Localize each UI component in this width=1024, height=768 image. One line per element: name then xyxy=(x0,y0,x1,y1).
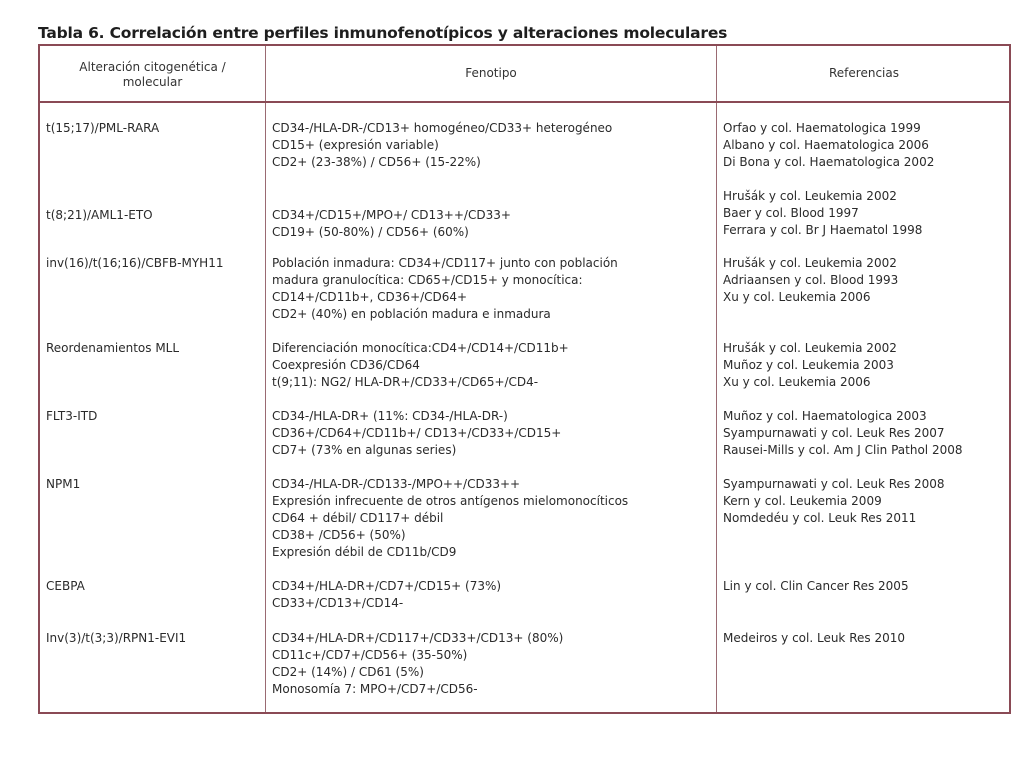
references-cell xyxy=(723,255,898,306)
reference-line: Adriaansen y col. Blood 1993 xyxy=(723,273,899,287)
phenotype-line: CD19+ (50-80%) / CD56+ (60%) xyxy=(272,225,469,239)
phenotype-line: madura granulocítica: CD65+/CD15+ y monocítica: xyxy=(272,273,583,287)
phenotype-line: CD11c+/CD7+/CD56+ (35-50%) xyxy=(272,648,468,662)
alteration-cell: NPM1 xyxy=(46,477,81,491)
alteration-cell: Reordenamientos MLL xyxy=(46,341,180,355)
table-title: Tabla 6. Correlación entre perfiles inmunofenotípicos y alteraciones moleculares xyxy=(38,24,728,42)
phenotype-line: Coexpresión CD36/CD64 xyxy=(272,358,420,372)
phenotype-line: CD33+/CD13+/CD14- xyxy=(272,596,404,610)
header-phenotype: Fenotipo xyxy=(465,66,517,80)
phenotype-line: CD15+ (expresión variable) xyxy=(272,138,439,152)
reference-line: Syampurnawati y col. Leuk Res 2008 xyxy=(723,477,945,491)
reference-line: Syampurnawati y col. Leuk Res 2007 xyxy=(723,426,945,440)
reference-line: Medeiros y col. Leuk Res 2010 xyxy=(723,631,905,645)
phenotype-cell xyxy=(272,408,561,459)
phenotype-line: CD34+/HLA-DR+/CD117+/CD33+/CD13+ (80%) xyxy=(272,631,564,645)
alteration-cell: t(15;17)/PML-RARA xyxy=(46,121,160,135)
reference-line: Albano y col. Haematologica 2006 xyxy=(723,138,929,152)
phenotype-line: CD38+ /CD56+ (50%) xyxy=(272,528,406,542)
phenotype-line: CD64 + débil/ CD117+ débil xyxy=(272,511,444,525)
phenotype-line: Monosomía 7: MPO+/CD7+/CD56- xyxy=(272,682,478,696)
phenotype-cell xyxy=(272,207,511,241)
reference-line: Nomdedéu y col. Leuk Res 2011 xyxy=(723,511,917,525)
alteration-cell: CEBPA xyxy=(46,579,85,593)
phenotype-cell xyxy=(272,630,563,698)
phenotype-line: CD34-/HLA-DR+ (11%: CD34-/HLA-DR-) xyxy=(272,409,508,423)
phenotype-line: CD34+/CD15+/MPO+/ CD13++/CD33+ xyxy=(272,208,511,222)
phenotype-line: Expresión infrecuente de otros antígenos mielomonocíticos xyxy=(272,494,629,508)
references-cell xyxy=(723,408,963,459)
phenotype-cell xyxy=(272,120,612,171)
reference-line: Ferrara y col. Br J Haematol 1998 xyxy=(723,223,923,237)
phenotype-line: CD34+/HLA-DR+/CD7+/CD15+ (73%) xyxy=(272,579,502,593)
alteration-cell: t(8;21)/AML1-ETO xyxy=(46,208,153,222)
reference-line: Hrušák y col. Leukemia 2002 xyxy=(723,189,897,203)
phenotype-cell xyxy=(272,255,618,323)
phenotype-cell xyxy=(272,340,569,391)
alteration-cell: Inv(3)/t(3;3)/RPN1-EVI1 xyxy=(46,631,187,645)
references-cell xyxy=(723,476,945,527)
reference-line: Di Bona y col. Haematologica 2002 xyxy=(723,155,935,169)
alteration-cell: FLT3-ITD xyxy=(46,409,98,423)
phenotype-line: CD2+ (14%) / CD61 (5%) xyxy=(272,665,424,679)
references-cell xyxy=(723,188,922,239)
alteration-cell: inv(16)/t(16;16)/CBFB-MYH11 xyxy=(46,256,224,270)
phenotype-line: CD36+/CD64+/CD11b+/ CD13+/CD33+/CD15+ xyxy=(272,426,562,440)
reference-line: Rausei-Mills y col. Am J Clin Pathol 2008 xyxy=(723,443,963,457)
header-alteration-line1: Alteración citogenética / xyxy=(79,59,226,74)
reference-line: Hrušák y col. Leukemia 2002 xyxy=(723,341,897,355)
phenotype-line: CD34-/HLA-DR-/CD13+ homogéneo/CD33+ heterogéneo xyxy=(272,121,613,135)
reference-line: Muñoz y col. Haematologica 2003 xyxy=(723,409,927,423)
reference-line: Xu y col. Leukemia 2006 xyxy=(723,290,871,304)
references-cell xyxy=(723,340,897,391)
phenotype-line: CD2+ (40%) en población madura e inmadura xyxy=(272,307,551,321)
phenotype-line: Diferenciación monocítica:CD4+/CD14+/CD11b+ xyxy=(272,341,569,355)
reference-line: Baer y col. Blood 1997 xyxy=(723,206,859,220)
reference-line: Muñoz y col. Leukemia 2003 xyxy=(723,358,894,372)
reference-line: Xu y col. Leukemia 2006 xyxy=(723,375,871,389)
reference-line: Kern y col. Leukemia 2009 xyxy=(723,494,882,508)
correlation-table xyxy=(38,44,1011,714)
phenotype-line: CD34-/HLA-DR-/CD133-/MPO++/CD33++ xyxy=(272,477,521,491)
header-alteration-line2: molecular xyxy=(122,74,183,89)
phenotype-line: CD2+ (23-38%) / CD56+ (15-22%) xyxy=(272,155,481,169)
column-divider xyxy=(265,46,266,712)
column-divider xyxy=(716,46,717,712)
reference-line: Hrušák y col. Leukemia 2002 xyxy=(723,256,897,270)
reference-line: Orfao y col. Haematologica 1999 xyxy=(723,121,921,135)
phenotype-line: Expresión débil de CD11b/CD9 xyxy=(272,545,457,559)
header-references: Referencias xyxy=(829,66,899,80)
phenotype-line: CD14+/CD11b+, CD36+/CD64+ xyxy=(272,290,468,304)
references-cell xyxy=(723,630,905,647)
reference-line: Lin y col. Clin Cancer Res 2005 xyxy=(723,579,909,593)
references-cell xyxy=(723,120,934,171)
references-cell xyxy=(723,578,909,595)
phenotype-line: t(9;11): NG2/ HLA-DR+/CD33+/CD65+/CD4- xyxy=(272,375,539,389)
phenotype-cell xyxy=(272,578,501,612)
header-alteration xyxy=(40,46,265,103)
phenotype-line: CD7+ (73% en algunas series) xyxy=(272,443,457,457)
phenotype-line: Población inmadura: CD34+/CD117+ junto con población xyxy=(272,256,618,270)
phenotype-cell xyxy=(272,476,628,561)
